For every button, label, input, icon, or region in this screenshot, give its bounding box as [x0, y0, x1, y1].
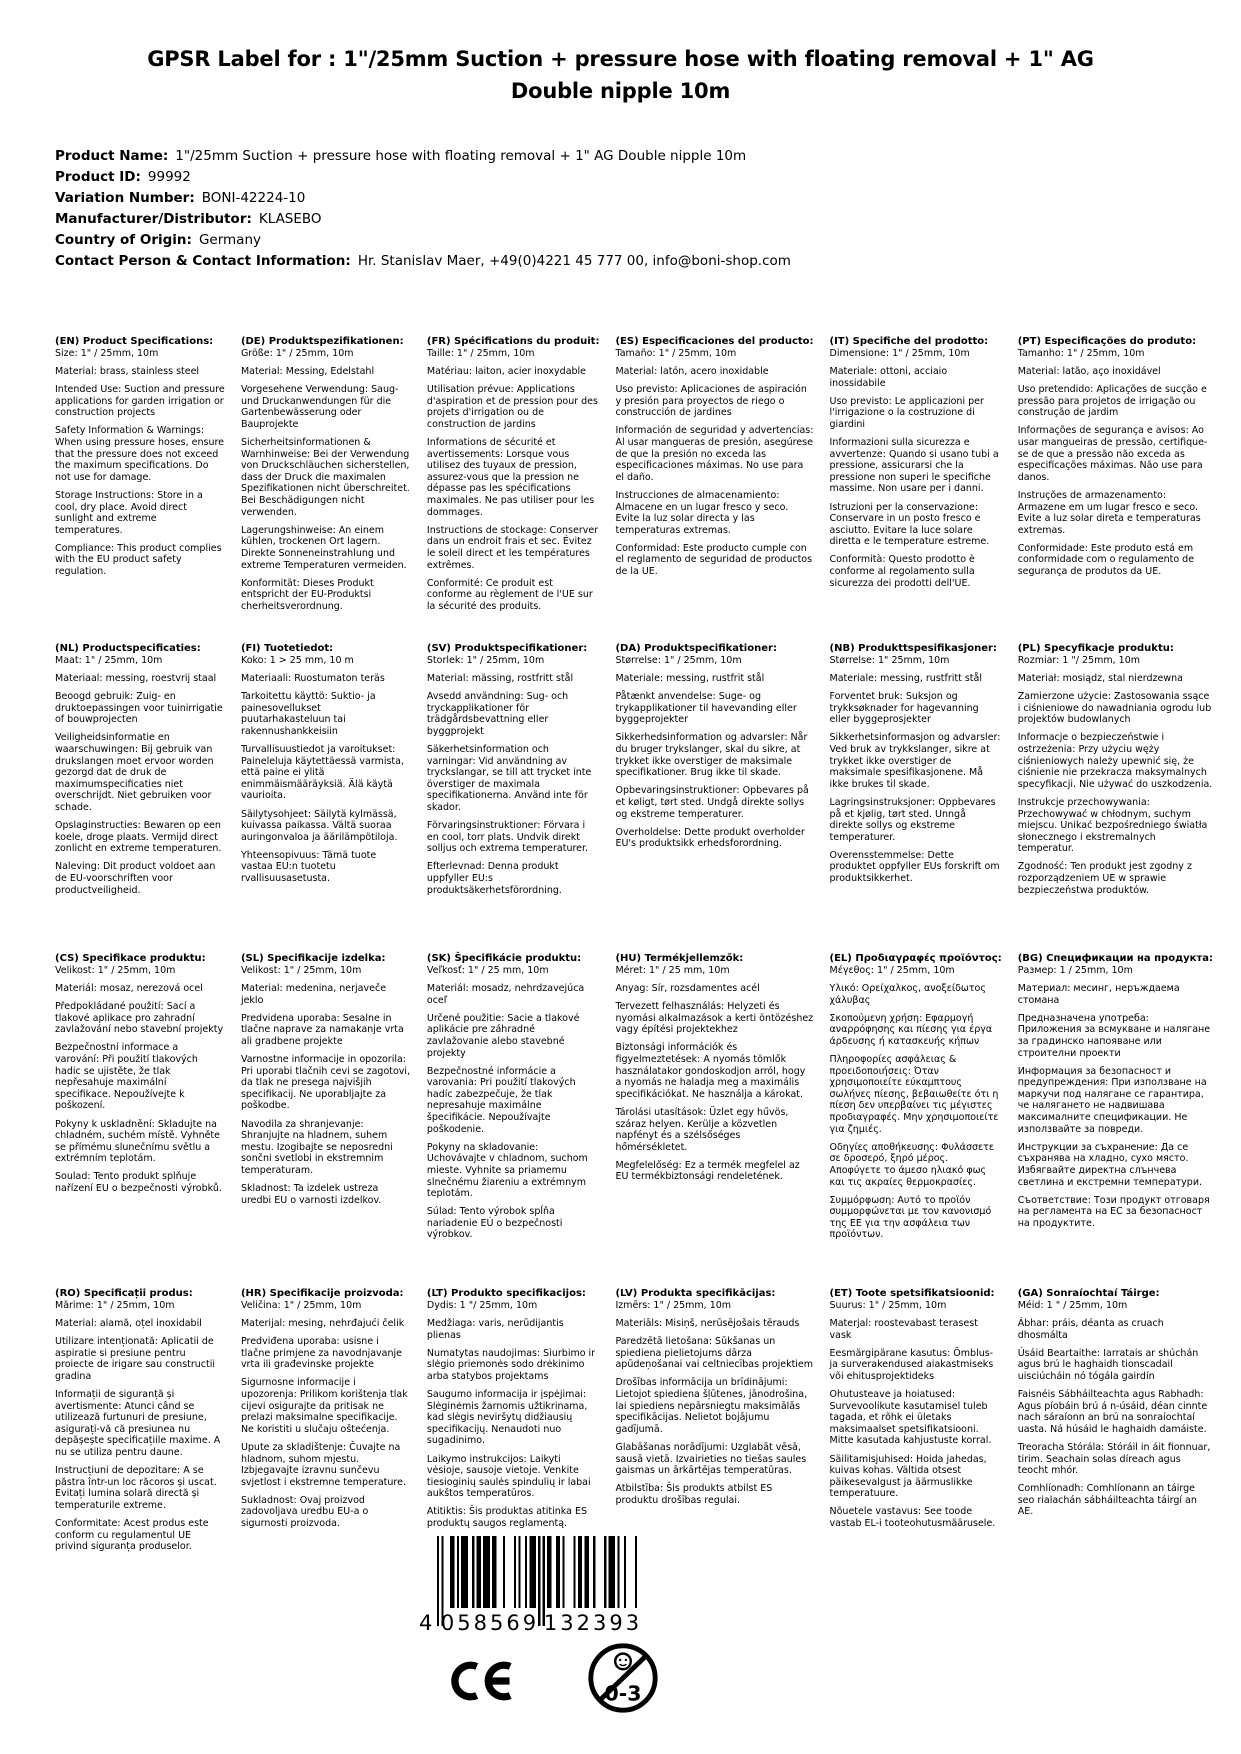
spec-paragraph: Sigurnosne informacije i upozorenja: Prilikom korištenja tlak cijevi osigurajte da pritisak ne prelazi maksimalne specifikacije. Ne koristiti u slučaju oštećenja.	[240, 1377, 408, 1435]
spec-paragraph: Ohutusteave ja hoiatused: Survevoolikute kasutamisel tuleb tagada, et rõhk ei ületaks maksimaalset spetsifikatsiooni. Mitte kasutada kahjustuste korral.	[829, 1389, 992, 1447]
spec-paragraph: Velikost: 1" / 25mm, 10m	[240, 965, 362, 976]
spec-paragraph: Safety Information & Warnings: When using pressure hoses, ensure that the pressure does not exceed the maximum specifications. Do not use for damage.	[55, 425, 225, 483]
contact-label: Contact Person & Contact Information:	[55, 253, 351, 269]
spec-heading-lv: (LV) Produkta specifikācijas:	[615, 1288, 776, 1299]
spec-paragraph: Naleving: Dit product voldoet aan de EU-voorschriften voor productveiligheid.	[55, 861, 216, 896]
spec-heading-fi: (FI) Tuotetiedot:	[240, 643, 334, 654]
spec-paragraph: Forventet bruk: Suksjon og trykksøknader for hagevanning eller byggeprosjekter	[829, 691, 979, 726]
spec-paragraph: Saugumo informacija ir įspėjimai: Slėginėmis žarnomis užtikrinama, kad slėgis neviršytų didžiausių specifikacijų. Nenaudoti nuo sugadinimo.	[426, 1389, 588, 1447]
spec-paragraph: Méret: 1" / 25 mm, 10m	[615, 965, 730, 976]
lang-spec-block-es	[615, 336, 813, 643]
spec-heading-el: (EL) Προδιαγραφές προϊόντος:	[829, 953, 1002, 964]
spec-heading-da: (DA) Produktspecifikationer:	[615, 643, 777, 654]
spec-paragraph: Lagringsinstruksjoner: Oppbevares på et kjølig, tørt sted. Unngå direkte sollys og ekstreme temperaturer.	[829, 796, 996, 843]
spec-paragraph: Intended Use: Suction and pressure applications for garden irrigation or construction projects	[55, 384, 225, 419]
lang-spec-block-hu	[615, 953, 813, 1288]
spec-paragraph: Atitiktis: Šis produktas atitinka ES produktų saugos reglamentą.	[426, 1506, 588, 1529]
spec-paragraph: Material: mässing, rostfritt stål	[426, 673, 574, 685]
spec-paragraph: Mărime: 1" / 25mm, 10m	[55, 1300, 175, 1311]
spec-paragraph: Säilytysohjeet: Säilytä kylmässä, kuivassa paikassa. Vältä suoraa auringonvaloa ja äärilämpötiloja.	[240, 808, 398, 843]
lang-spec-block-pt	[1018, 336, 1213, 643]
country-of-origin-row	[55, 230, 1195, 251]
spec-heading-ro: (RO) Specificații produs:	[55, 1288, 193, 1299]
spec-paragraph: Tárolási utasítások: Üzlet egy hűvös, száraz helyen. Kerülje a közvetlen napfényt és a szélsőséges hőmérsékletet.	[615, 1106, 789, 1153]
spec-heading-it: (IT) Specifiche del prodotto:	[829, 336, 989, 347]
spec-paragraph: Υλικό: Ορείχαλκος, ανοξείδωτος χάλυβας	[829, 983, 986, 1006]
spec-paragraph: Информация за безопасност и предупреждения: При използване на маркучи под налягане се гарантира, че налягането не надвишава максималните спецификации. Не използвайте за повреди.	[1017, 1065, 1207, 1135]
spec-paragraph: Materiaal: messing, roestvrij staal	[55, 673, 217, 685]
spec-paragraph: Storage Instructions: Store in a cool, dry place. Avoid direct sunlight and extreme temperatures.	[55, 489, 203, 536]
spec-paragraph: Påtænkt anvendelse: Suge- og trykapplikationer til havevanding eller byggeprojekter	[615, 691, 797, 726]
spec-paragraph: Efterlevnad: Denna produkt uppfyller EU:s produktsäkerhetsförordning.	[426, 861, 562, 896]
spec-paragraph: Materiāls: Misiņš, nerūsējošais tērauds	[615, 1318, 800, 1330]
spec-paragraph: Vorgesehene Verwendung: Saug- und Druckanwendungen für die Gartenbewässerung oder Bauprojekte	[240, 384, 399, 430]
spec-heading-lt: (LT) Produkto specifikacijos:	[426, 1288, 586, 1299]
spec-paragraph: Materiál: mosadz, nehrdzavejúca oceľ	[426, 983, 585, 1006]
spec-paragraph: Utilizare intenționată: Aplicatii de aspiratie si presiune pentru proiecte de irigare sau constructii gradina	[55, 1336, 216, 1382]
spec-paragraph: Instrukcje przechowywania: Przechowywać w chłodnym, suchym miejscu. Unikać bezpośredniego światła słonecznego i ekstremalnych temperatur.	[1017, 796, 1208, 855]
ce-mark	[447, 1652, 515, 1710]
spec-paragraph: Zgodność: Ten produkt jest zgodny z rozporządzeniem UE w sprawie bezpieczeństwa produktów.	[1017, 861, 1192, 896]
spec-paragraph: Comhlíonadh: Comhlíonann an táirge seo rialachán sábháilteachta táirgí an AE.	[1017, 1483, 1197, 1518]
spec-paragraph: Atbilstība: Šis produkts atbilst ES produktu drošības regulai.	[615, 1483, 773, 1506]
spec-paragraph: Informations de sécurité et avertissements: Lorsque vous utilisez des tuyaux de pression, assurez-vous que la pression ne dépasse pas les spécifications maximales. Ne pas utiliser pour les dommages.	[426, 437, 595, 518]
spec-paragraph: Overholdelse: Dette produkt overholder EU's produktsikk erhedsforordning.	[615, 826, 805, 850]
spec-paragraph: Předpokládané použití: Sací a tlakové aplikace pro zahradní zavlažování nebo stavební projekty	[55, 1001, 224, 1036]
spec-heading-hr: (HR) Specifikacije proizvoda:	[240, 1288, 404, 1299]
spec-paragraph: Izmērs: 1" / 25mm, 10m	[615, 1300, 732, 1311]
lang-spec-block-el	[830, 953, 1002, 1288]
spec-paragraph: Ábhar: práis, déanta as cruach dhosmálta	[1017, 1318, 1164, 1341]
spec-heading-pt: (PT) Especificações do produto:	[1017, 336, 1197, 347]
lang-spec-block-fi	[241, 643, 411, 953]
spec-paragraph: Avsedd användning: Sug- och tryckapplikationer för trädgårdsbevattning eller byggprojekt	[426, 691, 569, 737]
spec-paragraph: Pokyny na skladovanie: Uchovávajte v chladnom, suchom mieste. Vyhnite sa priamemu slnečnému žiareniu a extrémnym teplotám.	[426, 1141, 588, 1200]
spec-paragraph: Laikymo instrukcijos: Laikyti vėsioje, sausoje vietoje. Venkite tiesioginių saulės spindulių ir labai aukštos temperatūros.	[426, 1453, 591, 1500]
spec-paragraph: Tervezett felhasználás: Helyzeti és nyomási alkalmazások a kerti öntözéshez vagy építési projektekhez	[615, 1001, 814, 1036]
spec-paragraph: Soulad: Tento produkt splňuje nařízení EU o bezpečnosti výrobků.	[55, 1171, 222, 1194]
manufacturer-value: KLASEBO	[258, 211, 322, 227]
spec-paragraph: Material: latão, aço inoxidável	[1017, 366, 1161, 378]
spec-paragraph: Materjal: roostevabast terasest vask	[829, 1318, 978, 1341]
spec-paragraph: Materiale: messing, rustfrit stål	[615, 673, 765, 685]
spec-paragraph: Utilisation prévue: Applications d'aspiration et de pression pour des projets d'irrigation ou de construction de jardins	[426, 384, 598, 430]
page-title: GPSR Label for : 1"/25mm Suction + pressure hose with floating removal + 1" AG Double nipple 10m	[147, 47, 1094, 103]
spec-paragraph: Predviđena uporaba: usisne i tlačne primjene za navodnjavanje vrta ili građevinske projekte	[240, 1336, 402, 1371]
spec-paragraph: Faisnéis Sábháilteachta agus Rabhadh: Agus píobáin brú á n-úsáid, déan cinnte nach sáraíonn an brú na sonraíochtaí uasta. Ná húsáid le haghaidh damáiste.	[1017, 1389, 1208, 1435]
spec-paragraph: Størrelse: 1" / 25mm, 10m	[615, 655, 742, 666]
lang-spec-block-ro	[55, 1288, 225, 1553]
spec-paragraph: Storlek: 1" / 25mm, 10m	[426, 655, 545, 666]
spec-paragraph: Säilitamisjuhised: Hoida jahedas, kuivas kohas. Vältida otsest päikesevalgust ja äärmuslikke temperatuure.	[829, 1453, 987, 1500]
spec-paragraph: Medžiaga: varis, nerūdijantis plienas	[426, 1318, 564, 1341]
variation-number-row	[55, 188, 1195, 209]
spec-paragraph: Materiał: mosiądz, stal nierdzewna	[1017, 673, 1183, 685]
spec-heading-de: (DE) Produktspezifikationen:	[240, 336, 404, 347]
lang-spec-block-hr	[241, 1288, 411, 1553]
spec-paragraph: Súlad: Tento výrobok spĺňa nariadenie EÚ o bezpečnosti výrobkov.	[426, 1206, 563, 1241]
spec-paragraph: Instructions de stockage: Conserver dans un endroit frais et sec. Évitez le soleil direct et les températures extrêmes.	[426, 524, 599, 571]
spec-paragraph: Zamierzone użycie: Zastosowania ssące i ciśnieniowe do nawadniania ogrodu lub projektów budowlanych	[1017, 691, 1212, 726]
spec-paragraph: Varnostne informacije in opozorila: Pri uporabi tlačnih cevi se zagotovi, da tlak ne presega najvišjih specifikacij. Ne uporabljajte za poškodbe.	[240, 1054, 411, 1112]
barcode-icon	[418, 1536, 650, 1642]
spec-paragraph: Sikkerhetsinformasjon og advarsler: Ved bruk av trykkslanger, sikre at trykket ikke overstiger de maksimale spesifikasjonene. Må ikke brukes til skade.	[829, 732, 1001, 790]
spec-paragraph: Conformité: Ce produit est conforme au règlement de l'UE sur la sécurité des produits.	[426, 577, 593, 612]
spec-paragraph: Размер: 1 / 25mm, 10m	[1017, 965, 1133, 976]
spec-paragraph: Opbevaringsinstruktioner: Opbevares på et køligt, tørt sted. Undgå direkte sollys og ekstreme temperaturer.	[615, 785, 809, 820]
spec-paragraph: Предназначена употреба: Приложения за всмукване и налягане за градинско напояване или строителни проекти	[1017, 1012, 1211, 1059]
spec-paragraph: Material: alamă, oțel inoxidabil	[55, 1318, 202, 1330]
spec-paragraph: Uso previsto: Aplicaciones de aspiración y presión para proyectos de riego o construcción de jardines	[615, 384, 807, 419]
country-of-origin-value: Germany	[198, 232, 261, 248]
spec-paragraph: Bezpečnostní informace a varování: Při použití tlakových hadic se ujistěte, že tlak nepřesahuje maximální specifikace. Nepoužívejte k poškození.	[55, 1042, 198, 1112]
product-id-value: 99992	[147, 169, 191, 185]
spec-paragraph: Pokyny k uskladnění: Skladujte na chladném, suchém místě. Vyhněte se přímému slunečnímu světlu a extrémním teplotám.	[55, 1118, 221, 1165]
lang-spec-block-it	[830, 336, 1002, 643]
spec-heading-bg: (BG) Спецификации на продукта:	[1017, 953, 1213, 964]
spec-paragraph: Material: medenina, nerjaveče jeklo	[240, 983, 387, 1006]
contact-row	[55, 251, 1195, 272]
spec-paragraph: Съответствие: Този продукт отговаря на регламента на ЕС за безопасност на продуктите.	[1017, 1194, 1210, 1229]
spec-paragraph: Informații de siguranță și avertismente: Atunci când se utilizează furtunuri de presiune, asigurați-vă că presiunea nu depășește specificațiile maxime. A nu se utiliza pentru daune.	[55, 1389, 221, 1459]
age-warning-mark	[584, 1636, 662, 1720]
spec-paragraph: Størrelse: 1" 25mm, 10m	[829, 655, 950, 666]
spec-paragraph: Οδηγίες αποθήκευσης: Φυλάσσετε σε δροσερό, ξηρό μέρος. Αποφύγετε το άμεσο ηλιακό φως και τις ακραίες θερμοκρασίες.	[829, 1141, 994, 1188]
spec-paragraph: Material: latón, acero inoxidable	[615, 366, 769, 378]
spec-paragraph: Conformitate: Acest produs este conform cu regulamentul UE privind siguranța produselor.	[55, 1518, 209, 1553]
spec-paragraph: Nõuetele vastavus: See toode vastab EL-i tooteohutusmäärusele.	[829, 1506, 996, 1529]
age-warning-icon	[584, 1636, 662, 1720]
lang-spec-block-lt	[427, 1288, 600, 1553]
spec-paragraph: Compliance: This product complies with the EU product safety regulation.	[55, 542, 222, 577]
spec-heading-cs: (CS) Specifikace produktu:	[55, 953, 206, 964]
spec-paragraph: Instrucciones de almacenamiento: Almacene en un lugar fresco y seco. Evite la luz solar directa y las temperaturas extremas.	[615, 489, 789, 536]
spec-heading-sl: (SL) Specifikacije izdelka:	[240, 953, 386, 964]
spec-paragraph: Numatytas naudojimas: Siurbimo ir slėgio priemonės sodo drėkinimo arba statybos projektams	[426, 1347, 596, 1382]
spec-paragraph: Conformidade: Este produto está em conformidade com o regulamento de segurança de produtos da UE.	[1017, 542, 1195, 577]
ce-mark-icon	[447, 1652, 515, 1710]
manufacturer-row	[55, 209, 1195, 230]
spec-paragraph: Informacje o bezpieczeństwie i ostrzeżenia: Przy użyciu węży ciśnieniowych należy upewnić się, że ciśnienie nie przekracza maksymalnych specyfikacji. Nie używać do uszkodzenia.	[1017, 732, 1213, 790]
spec-paragraph: Beoogd gebruik: Zuig- en druktoepassingen voor tuinirrigatie of bouwprojecten	[55, 691, 223, 726]
age-warning-text: 0-3	[604, 1681, 642, 1706]
spec-paragraph: Navodila za shranjevanje: Shranjujte na hladnem, suhem mestu. Izogibajte se neposredni sončni svetlobi in ekstremnim temperaturam.	[240, 1118, 393, 1176]
lang-spec-block-fr	[427, 336, 600, 643]
spec-paragraph: Určené použitie: Sacie a tlakové aplikácie pre záhradné zavlažovanie alebo stavebné projekty	[426, 1012, 580, 1059]
product-name-row	[55, 146, 1195, 167]
spec-paragraph: Biztonsági információk és figyelmeztetések: A nyomás tömlők használatakor gondoskodjon arról, hogy a nyomás ne haladja meg a maximális specifikációkat. Ne használja a károkat.	[615, 1042, 806, 1100]
spec-paragraph: Conformidad: Este producto cumple con el reglamento de seguridad de productos de la UE.	[615, 542, 813, 577]
spec-paragraph: Opslaginstructies: Bewaren op een koele, droge plaats. Vermijd direct zonlicht en extreme temperaturen.	[55, 820, 222, 855]
lang-spec-block-da	[615, 643, 813, 953]
spec-paragraph: Συμμόρφωση: Αυτό το προϊόν συμμορφώνεται με τον κανονισμό της ΕΕ για την ασφάλεια των προϊόντων.	[829, 1194, 992, 1241]
spec-paragraph: Yhteensopivuus: Tämä tuote vastaa EU:n tuotetu rvallisuusasetusta.	[240, 849, 377, 884]
spec-paragraph: Sukladnost: Ovaj proizvod zadovoljava uredbu EU-a o sigurnosti proizvoda.	[240, 1494, 369, 1529]
spec-paragraph: Taille: 1" / 25mm, 10m	[426, 348, 535, 359]
spec-paragraph: Size: 1" / 25mm, 10m	[55, 348, 159, 359]
spec-heading-es: (ES) Especificaciones del producto:	[615, 336, 814, 347]
spec-paragraph: Sicherheitsinformationen & Warnhinweise: Bei der Verwendung von Druckschläuchen sicherstellen, dass der Druck die maximalen Spezifikationen nicht überschreitet. Bei Beschädigungen nicht verwenden.	[240, 437, 410, 518]
spec-paragraph: Skladnost: Ta izdelek ustreza uredbi EU o varnosti izdelkov.	[240, 1183, 382, 1206]
spec-paragraph: Informazioni sulla sicurezza e avvertenze: Quando si usano tubi a pressione, assicurarsi che la pressione non superi le specifiche massime. Non usare per i danni.	[829, 437, 999, 495]
spec-paragraph: Paredzētā lietošana: Sūkšanas un spiediena pielietojums dārza apūdeņošanai vai celtniecības projektiem	[615, 1336, 814, 1371]
spec-paragraph: Инструкции за съхранение: Да се съхранява на хладно, сухо място. Избягвайте директна слънчева светлина и екстремни температури.	[1017, 1141, 1203, 1188]
contact-value: Hr. Stanislav Maer, +49(0)4221 45 777 00, info@boni-shop.com	[357, 253, 791, 269]
lang-spec-block-pl	[1018, 643, 1213, 953]
spec-paragraph: Matériau: laiton, acier inoxydable	[426, 366, 587, 378]
spec-heading-en: (EN) Product Specifications:	[55, 336, 214, 347]
spec-paragraph: Méid: 1 " / 25mm, 10m	[1017, 1300, 1128, 1311]
spec-paragraph: Πληροφορίες ασφάλειας & προειδοποιήσεις: Όταν χρησιμοποιείτε εύκαμπτους σωλήνες πίεσης, βεβαιωθείτε ότι η πίεση δεν υπερβαίνει τις μέγιστες προδιαγραφές. Μην χρησιμοποιείτε για ζημιές.	[829, 1054, 999, 1135]
spec-paragraph: Treoracha Stórála: Stóráil in áit fionnuar, tirim. Seachain solas díreach agus teocht mhór.	[1017, 1441, 1211, 1477]
spec-heading-nl: (NL) Productspecificaties:	[55, 643, 201, 654]
spec-paragraph: Uso pretendido: Aplicações de sucção e pressão para projetos de irrigação ou construção de jardim	[1017, 384, 1207, 419]
svg-text:4: 4	[419, 1611, 433, 1635]
spec-paragraph: Material: brass, stainless steel	[55, 366, 200, 378]
spec-paragraph: Predvidena uporaba: Sesalne in tlačne naprave za namakanje vrta ali gradbene projekte	[240, 1012, 404, 1047]
lang-spec-block-sl	[241, 953, 411, 1288]
spec-paragraph: Veľkosť: 1" / 25 mm, 10m	[426, 965, 549, 976]
country-of-origin-label: Country of Origin:	[55, 232, 192, 248]
spec-paragraph: Lagerungshinweise: An einem kühlen, trockenen Ort lagern. Direkte Sonneneinstrahlung und extreme Temperaturen vermeiden.	[240, 524, 407, 571]
spec-paragraph: Glabāšanas norādījumi: Uzglabāt vēsā, sausā vietā. Izvairieties no tiešas saules gaismas un ārkārtējas temperatūras.	[615, 1441, 807, 1477]
variation-number-label: Variation Number:	[55, 190, 195, 206]
lang-spec-block-sv	[427, 643, 600, 953]
spec-paragraph: Veiligheidsinformatie en waarschuwingen: Bij gebruik van drukslangen moet ervoor worden gezorgd dat de druk de maximumspecificaties niet overschrijdt. Niet gebruiken voor schade.	[55, 732, 214, 814]
spec-paragraph: Eesmärgipärane kasutus: Õmblus- ja surverakendused aiakastmiseks või ehitusprojektideks	[829, 1347, 994, 1382]
spec-paragraph: Conformità: Questo prodotto è conforme al regolamento sulla sicurezza dei prodotti dell'UE.	[829, 554, 975, 589]
spec-paragraph: Velikost: 1" / 25mm, 10m	[55, 965, 176, 976]
spec-paragraph: Σκοπούμενη χρήση: Εφαρμογή αναρρόφησης και πίεσης για έργα άρδευσης ή κατασκευής κήπων	[829, 1012, 993, 1047]
spec-paragraph: Bezpečnostné informácie a varovania: Pri použití tlakových hadíc zabezpečuje, že tlak nepresahuje maximálne špecifikácie. Nepoužívajte poškodenie.	[426, 1065, 576, 1135]
spec-paragraph: Istruzioni per la conservazione: Conservare in un posto fresco e asciutto. Evitare la luce solare diretta e le temperature estreme.	[829, 501, 990, 548]
spec-paragraph: Instrucțiuni de depozitare: A se păstra într-un loc răcoros și uscat. Evitați lumina solară directă și temperaturile extreme.	[55, 1465, 217, 1511]
spec-paragraph: Instruções de armazenamento: Armazene em um lugar fresco e seco. Evite a luz solar direta e temperaturas extremas.	[1017, 489, 1201, 536]
spec-heading-sv: (SV) Produktspecifikationer:	[426, 643, 588, 654]
spec-paragraph: Información de seguridad y advertencias: Al usar mangueras de presión, asegúrese de que la presión no exceda las especificaciones máximas. No use para el daño.	[615, 425, 814, 483]
product-id-row	[55, 167, 1195, 188]
spec-paragraph: Upute za skladištenje: Čuvajte na hladnom, suhom mjestu. Izbjegavajte izravnu sunčevu svjetlost i ekstremne temperature.	[240, 1441, 406, 1488]
spec-paragraph: Material: Messing, Edelstahl	[240, 366, 375, 378]
spec-paragraph: Materiale: ottoni, acciaio inossidabile	[829, 366, 948, 389]
spec-paragraph: Úsáid Beartaithe: Iarratais ar shúchán agus brú le haghaidh tionscadail uisciúcháin nó tógála gairdín	[1017, 1347, 1199, 1382]
spec-paragraph: Anyag: Sír, rozsdamentes acél	[615, 983, 760, 995]
manufacturer-label: Manufacturer/Distributor:	[55, 211, 252, 227]
spec-paragraph: Μέγεθος: 1" / 25mm, 10m	[829, 965, 955, 976]
spec-paragraph: Tamaño: 1" / 25mm, 10m	[615, 348, 737, 359]
svg-text:058569: 058569	[440, 1611, 540, 1635]
spec-paragraph: Materiál: mosaz, nerezová ocel	[55, 983, 203, 995]
spec-paragraph: Größe: 1" / 25mm, 10m	[240, 348, 354, 359]
spec-paragraph: Veličina: 1" / 25mm, 10m	[240, 1300, 362, 1311]
spec-paragraph: Konformität: Dieses Produkt entspricht der EU-Produktsi cherheitsverordnung.	[240, 577, 374, 612]
lang-spec-block-nl	[55, 643, 225, 953]
spec-paragraph: Megfelelőség: Ez a termék megfelel az EU termékbiztonsági rendeletének.	[615, 1159, 800, 1183]
product-name-value: 1"/25mm Suction + pressure hose with floating removal + 1" AG Double nipple 10m	[175, 148, 747, 164]
specs-grid	[55, 336, 1213, 1553]
lang-spec-block-nb	[830, 643, 1002, 953]
spec-heading-fr: (FR) Spécifications du produit:	[426, 336, 600, 347]
spec-paragraph: Overensstemmelse: Dette produktet oppfyller EUs forskrift om produktsikkerhet.	[829, 849, 1000, 884]
product-id-label: Product ID:	[55, 169, 141, 185]
spec-paragraph: Uso previsto: Le applicazioni per l'irrigazione o la costruzione di giardini	[829, 395, 984, 430]
spec-paragraph: Materiale: messing, rustfritt stål	[829, 673, 982, 685]
spec-heading-nb: (NB) Produkttspesifikasjoner:	[829, 643, 997, 654]
spec-paragraph: Материал: месинг, неръждаема стомана	[1017, 983, 1180, 1006]
spec-paragraph: Materiaali: Ruostumaton teräs	[240, 673, 385, 685]
lang-spec-block-de	[241, 336, 411, 643]
spec-paragraph: Dydis: 1 "/ 25mm, 10m	[426, 1300, 538, 1311]
lang-spec-block-cs	[55, 953, 225, 1288]
spec-paragraph: Rozmiar: 1 "/ 25mm, 10m	[1017, 655, 1140, 666]
lang-spec-block-en	[55, 336, 225, 643]
product-info	[55, 146, 1195, 272]
spec-paragraph: Koko: 1 > 25 mm, 10 m	[240, 655, 354, 666]
svg-text:132393: 132393	[543, 1611, 643, 1635]
spec-paragraph: Materijal: mesing, nehrđajući čelik	[240, 1318, 405, 1330]
spec-heading-hu: (HU) Termékjellemzők:	[615, 953, 744, 964]
variation-number-value: BONI-42224-10	[201, 190, 306, 206]
spec-paragraph: Säkerhetsinformation och varningar: Vid användning av tryckslangar, se till att trycket inte överstiger de maximala specifikationerna. Använd inte för skador.	[426, 744, 592, 814]
spec-heading-ga: (GA) Sonraíochtaí Táirge:	[1017, 1288, 1160, 1299]
lang-spec-block-sk	[427, 953, 600, 1288]
spec-paragraph: Maat: 1" / 25mm, 10m	[55, 655, 163, 666]
lang-spec-block-lv	[615, 1288, 813, 1553]
lang-spec-block-ga	[1018, 1288, 1213, 1553]
spec-paragraph: Informações de segurança e avisos: Ao usar mangueiras de pressão, certifique-se de que a pressão não exceda as especificações máximas. Não use para danos.	[1017, 425, 1208, 483]
spec-heading-sk: (SK) Špecifikácie produktu:	[426, 953, 582, 964]
lang-spec-block-et	[830, 1288, 1002, 1553]
product-name-label: Product Name:	[55, 148, 169, 164]
ean13-barcode	[418, 1536, 650, 1642]
spec-paragraph: Dimensione: 1" / 25mm, 10m	[829, 348, 970, 359]
lang-spec-block-bg	[1018, 953, 1213, 1288]
spec-paragraph: Turvallisuustiedot ja varoitukset: Paineleluja käytettäessä varmista, että paine ei ylitä enimmäismääräyksiä. Älä käytä vaurioita.	[240, 744, 404, 802]
spec-paragraph: Tamanho: 1" / 25mm, 10m	[1017, 348, 1145, 359]
spec-paragraph: Suurus: 1" / 25mm, 10m	[829, 1300, 947, 1311]
spec-heading-et: (ET) Toote spetsifikatsioonid:	[829, 1288, 995, 1299]
spec-paragraph: Förvaringsinstruktioner: Förvara i en cool, torr plats. Undvik direkt solljus och extrema temperaturer.	[426, 820, 589, 855]
spec-heading-pl: (PL) Specyfikacje produktu:	[1017, 643, 1174, 654]
spec-paragraph: Drošības informācija un brīdinājumi: Lietojot spiediena šļūtenes, jānodrošina, lai spiediens nepārsniegtu maksimālās specifikācijas. Nelietot bojājumu gadījumā.	[615, 1377, 808, 1435]
spec-paragraph: Tarkoitettu käyttö: Suktio- ja painesovellukset puutarhakasteluun tai rakennushankkeisiin	[240, 691, 376, 737]
spec-paragraph: Sikkerhedsinformation og advarsler: Når du bruger trykslanger, skal du sikre, at trykket ikke overstiger de maksimale specifikationer. Brug ikke til skade.	[615, 732, 808, 779]
